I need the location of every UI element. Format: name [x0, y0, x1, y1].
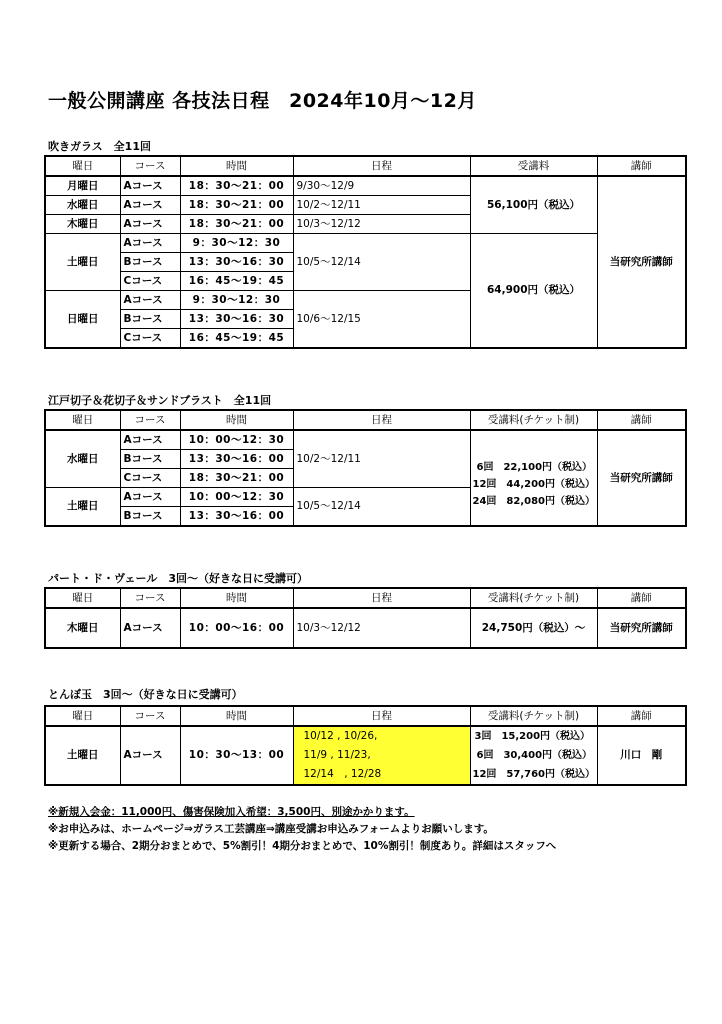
fee-line: 12回 44,200円（税込） — [472, 478, 596, 490]
schedule-cell: 9/30～12/9 — [293, 176, 470, 196]
course-cell: Bコース — [120, 310, 180, 329]
time-cell: 13：30～16：30 — [180, 310, 293, 329]
header-time: 時間 — [180, 588, 293, 608]
time-cell: 18：30～21：00 — [180, 176, 293, 196]
time-cell: 9：30～12：30 — [180, 291, 293, 310]
course-cell: Aコース — [120, 430, 180, 450]
course-cell: Cコース — [120, 329, 180, 349]
header-fee: 受講料(チケット制) — [470, 706, 597, 726]
schedule-cell: 10/3～12/12 — [293, 215, 470, 234]
day-cell: 土曜日 — [45, 726, 120, 785]
table-row — [45, 234, 686, 253]
table-row — [45, 430, 686, 450]
course-cell: Aコース — [120, 291, 180, 310]
time-cell: 13：30～16：00 — [180, 450, 293, 469]
schedule-cell: 10/5～12/14 — [293, 234, 470, 291]
instructor-cell: 当研究所講師 — [597, 608, 686, 648]
course-cell: Aコース — [120, 234, 180, 253]
time-cell: 18：30～21：00 — [180, 196, 293, 215]
time-cell: 13：30～16：00 — [180, 507, 293, 527]
time-cell: 10：00～12：30 — [180, 488, 293, 507]
fee-line: 6回 22,100円（税込） — [476, 461, 593, 473]
header-day: 曜日 — [45, 588, 120, 608]
header-time: 時間 — [180, 706, 293, 726]
header-fee: 受講料 — [470, 156, 597, 176]
schedule-line: 11/9 , 11/23, — [303, 749, 371, 761]
fee-line: 24回 82,080円（税込） — [472, 495, 596, 507]
day-cell: 土曜日 — [45, 488, 120, 527]
notes — [48, 804, 556, 855]
time-cell: 16：45～19：45 — [180, 272, 293, 291]
schedule-cell — [293, 726, 470, 785]
fee-cell — [470, 430, 597, 526]
header-schedule: 日程 — [293, 156, 470, 176]
header-schedule: 日程 — [293, 588, 470, 608]
schedule-cell: 10/6～12/15 — [293, 291, 470, 349]
header-time: 時間 — [180, 410, 293, 430]
time-cell: 10：00～16：00 — [180, 608, 293, 648]
fee-cell: 64,900円（税込） — [470, 234, 597, 349]
header-schedule: 日程 — [293, 706, 470, 726]
section-title-tonbodama: とんぼ玉 3回～（好きな日に受講可） — [48, 688, 243, 701]
section-title-pate-de-verre: パート・ド・ヴェール 3回～（好きな日に受講可） — [48, 572, 308, 585]
time-cell: 9：30～12：30 — [180, 234, 293, 253]
fee-cell — [470, 726, 597, 785]
fee-line: 6回 30,400円（税込） — [476, 750, 593, 761]
time-cell: 18：30～21：00 — [180, 469, 293, 488]
note-discount: ※更新する場合、2期分おまとめで、5%割引！4期分おまとめで、10%割引！制度あり。詳細はスタッフへ — [48, 840, 557, 852]
table-row — [45, 176, 686, 196]
header-course: コース — [120, 410, 180, 430]
header-day: 曜日 — [45, 410, 120, 430]
course-cell: Cコース — [120, 469, 180, 488]
day-cell: 木曜日 — [45, 608, 120, 648]
header-instructor: 講師 — [597, 706, 686, 726]
instructor-cell: 川口 剛 — [597, 726, 686, 785]
day-cell: 木曜日 — [45, 215, 120, 234]
header-time: 時間 — [180, 156, 293, 176]
header-schedule: 日程 — [293, 410, 470, 430]
note-fees: ※新規入会金：11,000円、傷害保険加入希望：3,500円、別途かかります。 — [48, 806, 415, 818]
day-cell: 水曜日 — [45, 430, 120, 488]
day-cell: 日曜日 — [45, 291, 120, 349]
schedule-line: 10/12 , 10/26, — [303, 730, 378, 742]
header-course: コース — [120, 588, 180, 608]
course-cell: Aコース — [120, 726, 180, 785]
header-day: 曜日 — [45, 156, 120, 176]
course-cell: Aコース — [120, 608, 180, 648]
schedule-line: 12/14 , 12/28 — [303, 768, 382, 780]
header-fee: 受講料(チケット制) — [470, 588, 597, 608]
instructor-cell: 当研究所講師 — [597, 176, 686, 348]
header-instructor: 講師 — [597, 410, 686, 430]
schedule-table-blown-glass — [44, 155, 687, 349]
time-cell: 16：45～19：45 — [180, 329, 293, 349]
header-instructor: 講師 — [597, 156, 686, 176]
course-cell: Aコース — [120, 196, 180, 215]
header-course: コース — [120, 156, 180, 176]
time-cell: 13：30～16：30 — [180, 253, 293, 272]
schedule-table-tonbodama — [44, 705, 687, 786]
schedule-cell: 10/2～12/11 — [293, 196, 470, 215]
schedule-cell: 10/3～12/12 — [293, 608, 470, 648]
time-cell: 18：30～21：00 — [180, 215, 293, 234]
table-row — [45, 608, 686, 648]
header-instructor: 講師 — [597, 588, 686, 608]
fee-line: 12回 57,760円（税込） — [472, 769, 596, 780]
table-row — [45, 726, 686, 785]
day-cell: 土曜日 — [45, 234, 120, 291]
page-title: 一般公開講座 各技法日程 2024年10月～12月 — [48, 90, 477, 112]
header-course: コース — [120, 706, 180, 726]
header-day: 曜日 — [45, 706, 120, 726]
instructor-cell: 当研究所講師 — [597, 430, 686, 526]
course-cell: Aコース — [120, 176, 180, 196]
course-cell: Cコース — [120, 272, 180, 291]
section-title-edo-kiriko: 江戸切子＆花切子＆サンドブラスト 全11回 — [48, 394, 272, 407]
fee-cell: 56,100円（税込） — [470, 176, 597, 234]
header-fee: 受講料(チケット制) — [470, 410, 597, 430]
section-title-blown-glass: 吹きガラス 全11回 — [48, 140, 151, 153]
course-cell: Aコース — [120, 488, 180, 507]
course-cell: Aコース — [120, 215, 180, 234]
fee-line: 3回 15,200円（税込） — [474, 731, 591, 742]
course-cell: Bコース — [120, 253, 180, 272]
note-application: ※お申込みは、ホームページ⇒ガラス工芸講座⇒講座受講お申込みフォームよりお願いします。 — [48, 823, 494, 835]
day-cell: 水曜日 — [45, 196, 120, 215]
schedule-cell: 10/2～12/11 — [293, 430, 470, 488]
course-cell: Bコース — [120, 450, 180, 469]
fee-cell: 24,750円（税込）～ — [470, 608, 597, 648]
time-cell: 10：00～12：30 — [180, 430, 293, 450]
schedule-table-pate-de-verre — [44, 587, 687, 649]
schedule-cell: 10/5～12/14 — [293, 488, 470, 527]
schedule-table-edo-kiriko — [44, 409, 687, 527]
day-cell: 月曜日 — [45, 176, 120, 196]
course-cell: Bコース — [120, 507, 180, 527]
time-cell: 10：30～13：00 — [180, 726, 293, 785]
